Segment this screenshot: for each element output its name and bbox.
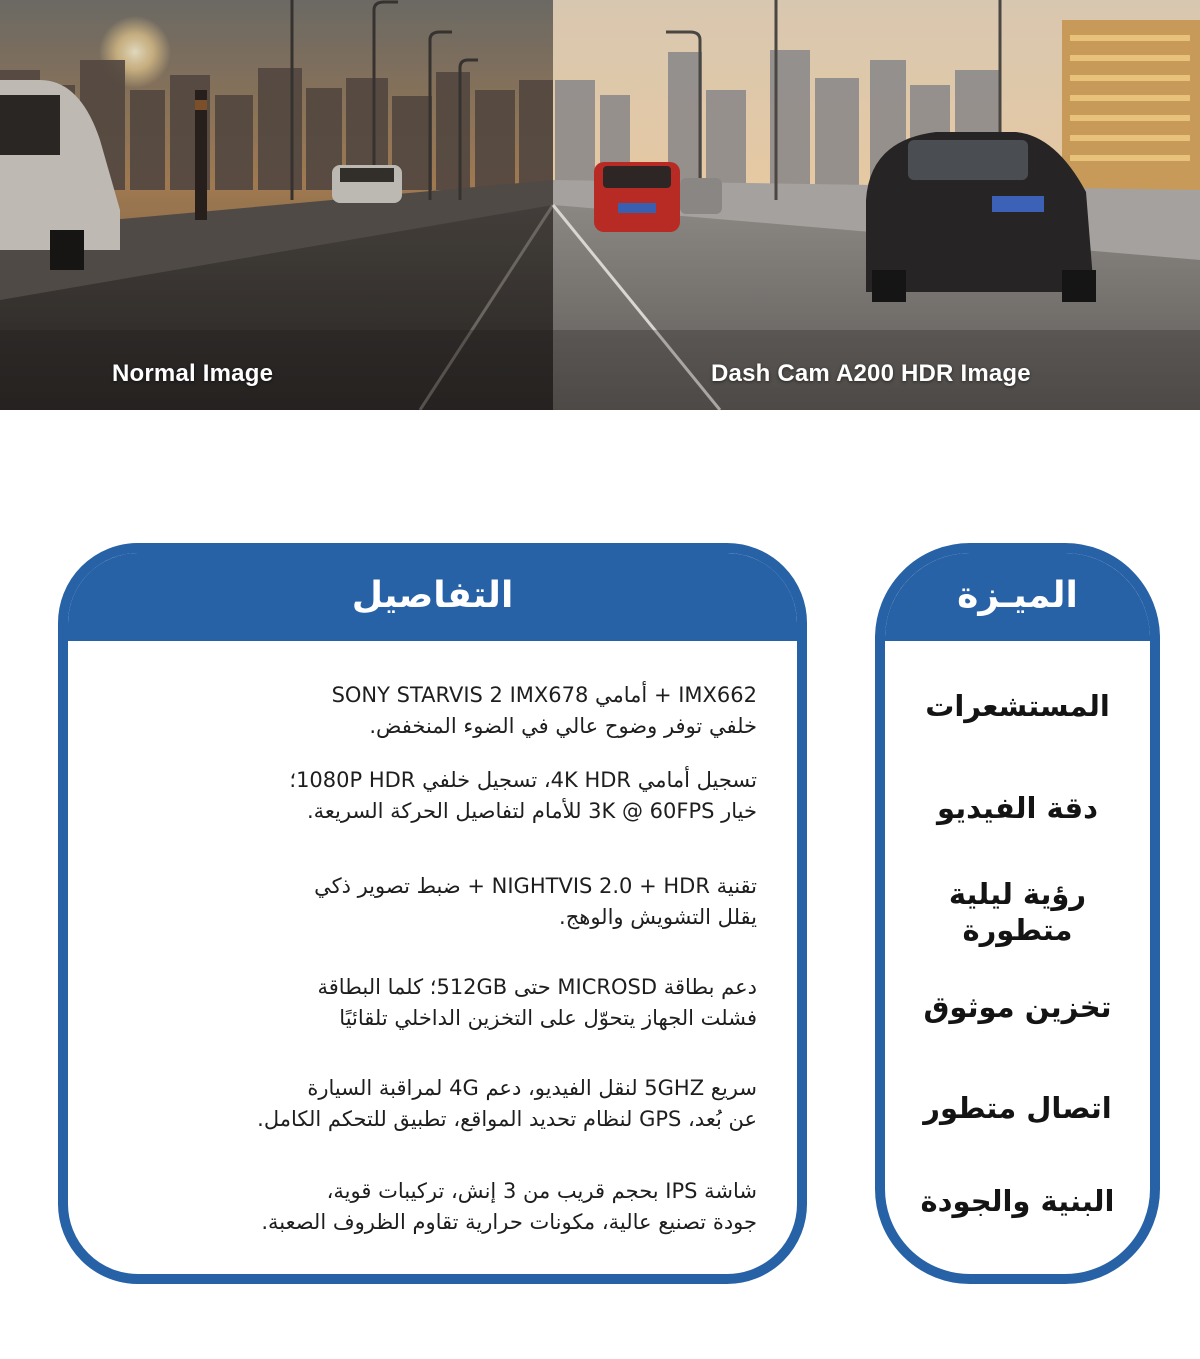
detail-connectivity bbox=[117, 1073, 757, 1135]
comparison-photo bbox=[0, 0, 1200, 410]
detail-line: فشلت الجهاز يتحوّل على التخزين الداخلي تلقائيًا bbox=[339, 1006, 757, 1030]
detail-video-resolution bbox=[117, 765, 757, 827]
detail-night-vision bbox=[117, 871, 757, 933]
detail-line: خيار 3K @ 60FPS للأمام لتفاصيل الحركة السريعة. bbox=[306, 799, 757, 823]
hdr-image-label: Dash Cam A200 HDR Image bbox=[711, 360, 1031, 387]
detail-line: دعم بطاقة MICROSD حتى 512GB؛ كلما البطاقة bbox=[317, 975, 757, 999]
detail-line: تقنية NIGHTVIS 2.0 + HDR + ضبط تصوير ذكي bbox=[314, 874, 757, 898]
detail-line: سريع 5GHZ لنقل الفيديو، دعم 4G لمراقبة السيارة bbox=[307, 1076, 757, 1100]
feature-title: الميـزة bbox=[885, 553, 1150, 641]
feature-build-quality bbox=[885, 1183, 1150, 1219]
feature-line: البنية والجودة bbox=[920, 1184, 1115, 1218]
detail-line: خلفي توفر وضوح عالي في الضوء المنخفض. bbox=[369, 714, 757, 738]
feature-line: المستشعرات bbox=[925, 689, 1110, 723]
feature-line: رؤية ليلية bbox=[948, 877, 1087, 911]
feature-line: دقة الفيديو bbox=[937, 791, 1098, 825]
detail-line: شاشة IPS بحجم قريب من 3 إنش، تركيبات قوية، bbox=[326, 1179, 757, 1203]
feature-sensors bbox=[885, 688, 1150, 724]
detail-line: يقلل التشويش والوهج. bbox=[559, 905, 757, 929]
feature-line: تخزين موثوق bbox=[923, 990, 1112, 1024]
normal-image-label: Normal Image bbox=[112, 360, 274, 387]
detail-line: عن بُعد، GPS لنظام تحديد المواقع، تطبيق للتحكم الكامل. bbox=[257, 1107, 757, 1131]
feature-connectivity bbox=[885, 1090, 1150, 1126]
detail-sensors bbox=[117, 680, 757, 742]
feature-line: متطورة bbox=[962, 913, 1073, 947]
feature-storage bbox=[885, 989, 1150, 1025]
feature-video-resolution bbox=[885, 790, 1150, 826]
details-title: التفاصيل bbox=[68, 553, 797, 641]
detail-line: جودة تصنيع عالية، مكونات حرارية تقاوم الظروف الصعبة. bbox=[261, 1210, 757, 1234]
detail-storage bbox=[117, 972, 757, 1034]
detail-build-quality bbox=[117, 1176, 757, 1238]
details-card bbox=[58, 543, 807, 1284]
detail-line: تسجيل أمامي 4K HDR، تسجيل خلفي 1080P HDR؛ bbox=[289, 768, 757, 792]
feature-card bbox=[875, 543, 1160, 1284]
feature-night-vision bbox=[885, 876, 1150, 948]
detail-line: IMX662 + أمامي SONY STARVIS 2 IMX678 bbox=[331, 683, 757, 707]
hdr-comparison-image bbox=[0, 0, 1200, 410]
feature-line: اتصال متطور bbox=[923, 1091, 1112, 1125]
